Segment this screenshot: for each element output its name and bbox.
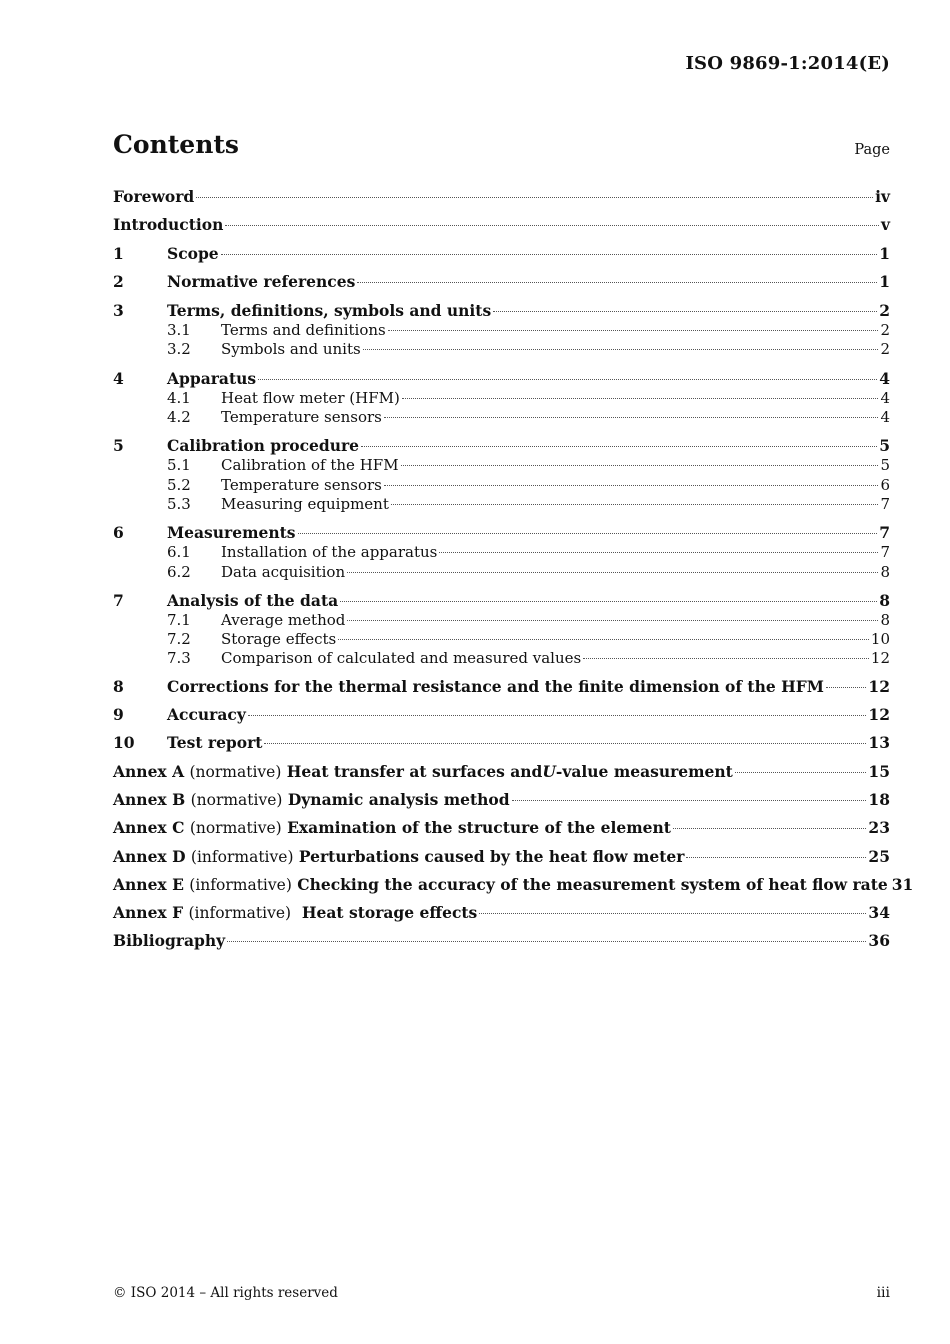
toc-entry-apparatus[interactable]	[113, 368, 890, 389]
toc-title: Heat transfer at surfaces and	[286, 761, 543, 781]
toc-title: Introduction	[113, 215, 224, 235]
toc-entry-measurements[interactable]	[113, 522, 890, 543]
toc-page: 8	[880, 610, 890, 629]
toc-title: -value measurement	[555, 761, 733, 781]
toc-title: Corrections for the thermal resistance and the finite dimension of the HFM	[167, 676, 824, 696]
toc-title: Measuring equipment	[221, 494, 389, 513]
toc-title: Apparatus	[167, 368, 257, 388]
leader-dots	[340, 601, 877, 602]
leader-dots	[196, 197, 873, 198]
toc-page: 7	[880, 494, 890, 513]
leader-dots	[439, 552, 878, 553]
page-title: Contents	[113, 130, 240, 159]
toc-title: Measurements	[167, 523, 296, 543]
toc-title: Terms and definitions	[221, 321, 386, 340]
toc-entry-7-3[interactable]	[113, 649, 890, 668]
toc-page: 4	[880, 388, 890, 407]
toc-page: 5	[879, 436, 890, 456]
toc-page: v	[880, 215, 890, 235]
toc-page: 2	[879, 301, 890, 321]
annex-type: (informative)	[189, 875, 292, 894]
toc-entry-accuracy[interactable]	[113, 701, 890, 729]
toc-page: 36	[868, 931, 890, 951]
toc-number: 3.1	[167, 321, 191, 340]
annex-type: (informative)	[188, 904, 292, 923]
toc-number: 5.2	[167, 475, 191, 494]
annex-label: Annex F	[113, 903, 184, 923]
toc-entry-corrections[interactable]	[113, 673, 890, 701]
toc-page: 12	[868, 705, 890, 725]
toc-entry-5-1[interactable]	[113, 456, 890, 475]
toc-title: Scope	[167, 243, 219, 263]
toc-page: 7	[880, 543, 890, 562]
toc-entry-annex-d[interactable]	[113, 843, 890, 871]
leader-dots	[512, 800, 867, 801]
leader-dots	[298, 533, 878, 534]
toc-page: 8	[879, 590, 890, 610]
table-of-contents	[113, 183, 914, 956]
toc-number: 7	[113, 590, 124, 610]
toc-entry-5-3[interactable]	[113, 495, 890, 514]
leader-dots	[363, 349, 879, 350]
toc-page: 7	[879, 523, 890, 543]
annex-label: Annex C	[113, 818, 185, 838]
leader-dots	[401, 465, 879, 466]
leader-dots	[264, 743, 866, 744]
toc-title: Average method	[221, 610, 346, 629]
toc-entry-6-2[interactable]	[113, 563, 890, 582]
leader-dots	[384, 485, 879, 486]
toc-number: 7.2	[167, 630, 191, 649]
annex-type: (normative)	[190, 790, 283, 809]
toc-number: 8	[113, 676, 124, 696]
toc-page: 23	[868, 818, 890, 838]
toc-title: Test report	[167, 733, 263, 753]
toc-title: Data acquisition	[221, 562, 346, 581]
toc-entry-7-1[interactable]	[113, 611, 890, 630]
toc-entry-5-2[interactable]	[113, 476, 890, 495]
toc-number: 4.2	[167, 408, 191, 427]
toc-title: Dynamic analysis method	[287, 789, 510, 809]
annex-label: Annex E	[113, 874, 184, 894]
toc-page: 15	[868, 761, 890, 781]
toc-page: 1	[879, 271, 890, 291]
toc-page: 6	[880, 475, 890, 494]
toc-number: 7.1	[167, 610, 191, 629]
leader-dots	[493, 311, 877, 312]
leader-dots	[248, 715, 867, 716]
toc-entry-annex-e[interactable]	[113, 871, 914, 899]
toc-title: Calibration of the HFM	[221, 456, 399, 475]
toc-number: 6	[113, 523, 124, 543]
page-column-label: Page	[854, 142, 890, 158]
toc-entry-7-2[interactable]	[113, 630, 890, 649]
toc-entry-scope[interactable]	[113, 240, 890, 268]
leader-dots	[735, 772, 867, 773]
toc-page: 8	[880, 562, 890, 581]
leader-dots	[384, 417, 879, 418]
toc-title: Perturbations caused by the heat flow meter	[298, 846, 685, 866]
toc-title-italic: U	[542, 761, 556, 781]
leader-dots	[479, 913, 866, 914]
toc-entry-introduction[interactable]	[113, 211, 890, 239]
toc-entry-3-2[interactable]	[113, 340, 890, 359]
toc-page: 4	[880, 408, 890, 427]
toc-entry-bibliography[interactable]	[113, 927, 890, 955]
toc-entry-annex-a[interactable]	[113, 758, 890, 786]
leader-dots	[221, 254, 878, 255]
page-number: iii	[876, 1285, 890, 1301]
toc-title: Calibration procedure	[167, 436, 360, 456]
toc-title: Heat flow meter (HFM)	[221, 388, 400, 407]
toc-page: 13	[868, 733, 890, 753]
toc-title: Foreword	[113, 187, 195, 206]
leader-dots	[338, 639, 869, 640]
toc-page: 2	[880, 321, 890, 340]
toc-entry-4-1[interactable]	[113, 389, 890, 408]
toc-page: iv	[875, 187, 890, 206]
leader-dots	[686, 857, 866, 858]
toc-entry-annex-f[interactable]	[113, 899, 890, 927]
toc-number: 9	[113, 705, 124, 725]
leader-dots	[347, 572, 878, 573]
toc-page: 5	[880, 456, 890, 475]
toc-number: 5.1	[167, 456, 191, 475]
toc-number: 5.3	[167, 494, 191, 513]
leader-dots	[347, 620, 878, 621]
toc-entry-analysis[interactable]	[113, 590, 890, 611]
toc-title: Normative references	[167, 271, 356, 291]
toc-title: Heat storage effects	[301, 903, 478, 923]
annex-type: (normative)	[189, 762, 282, 781]
annex-type: (normative)	[189, 819, 282, 838]
toc-entry-normative-references[interactable]	[113, 268, 890, 296]
leader-dots	[388, 330, 879, 331]
toc-title: Checking the accuracy of the measurement system of heat flow rate	[297, 874, 888, 894]
toc-title: Temperature sensors	[221, 475, 382, 494]
toc-number: 3	[113, 301, 124, 321]
toc-page: 10	[870, 630, 890, 649]
toc-number: 10	[113, 733, 135, 753]
document-id: ISO 9869-1:2014(E)	[685, 53, 890, 74]
toc-entry-test-report[interactable]	[113, 729, 890, 757]
toc-page: 12	[868, 676, 890, 696]
toc-number: 6.1	[167, 543, 191, 562]
toc-number: 4	[113, 368, 124, 388]
toc-page: 18	[868, 789, 890, 809]
annex-label: Annex D	[113, 846, 186, 866]
toc-page: 2	[880, 340, 890, 359]
toc-page: 1	[879, 243, 890, 263]
toc-entry-terms[interactable]	[113, 300, 890, 321]
toc-number: 5	[113, 436, 124, 456]
annex-type: (informative)	[190, 847, 294, 866]
toc-title: Accuracy	[167, 705, 246, 725]
annex-label: Annex B	[113, 789, 186, 809]
leader-dots	[391, 504, 879, 505]
annex-label: Annex A	[113, 761, 185, 781]
leader-dots	[673, 828, 866, 829]
toc-page: 4	[879, 368, 890, 388]
toc-entry-annex-c[interactable]	[113, 814, 890, 842]
toc-title: Installation of the apparatus	[221, 543, 438, 562]
toc-page: 12	[870, 649, 890, 668]
toc-title: Storage effects	[221, 630, 337, 649]
toc-title: Bibliography	[113, 931, 226, 951]
copyright-notice: © ISO 2014 – All rights reserved	[113, 1285, 338, 1301]
toc-title: Symbols and units	[221, 340, 361, 359]
toc-title: Examination of the structure of the element	[287, 818, 671, 838]
toc-entry-4-2[interactable]	[113, 408, 890, 427]
toc-number: 6.2	[167, 562, 191, 581]
toc-entry-foreword[interactable]	[113, 183, 890, 211]
toc-number: 2	[113, 271, 124, 291]
toc-page: 34	[868, 903, 890, 923]
leader-dots	[402, 398, 879, 399]
toc-entry-6-1[interactable]	[113, 543, 890, 562]
leader-dots	[583, 658, 869, 659]
leader-dots	[826, 687, 867, 688]
leader-dots	[227, 941, 866, 942]
toc-number: 3.2	[167, 340, 191, 359]
toc-title: Terms, definitions, symbols and units	[167, 301, 492, 321]
toc-number: 4.1	[167, 388, 191, 407]
toc-title: Comparison of calculated and measured values	[221, 649, 582, 668]
toc-entry-3-1[interactable]	[113, 321, 890, 340]
leader-dots	[225, 225, 879, 226]
toc-title: Analysis of the data	[167, 590, 339, 610]
toc-page: 31	[891, 874, 914, 894]
toc-number: 7.3	[167, 649, 191, 668]
toc-title: Temperature sensors	[221, 408, 382, 427]
leader-dots	[361, 446, 877, 447]
leader-dots	[258, 379, 877, 380]
toc-number: 1	[113, 243, 124, 263]
toc-page: 25	[868, 846, 890, 866]
leader-dots	[357, 282, 877, 283]
toc-entry-calibration[interactable]	[113, 435, 890, 456]
toc-entry-annex-b[interactable]	[113, 786, 890, 814]
